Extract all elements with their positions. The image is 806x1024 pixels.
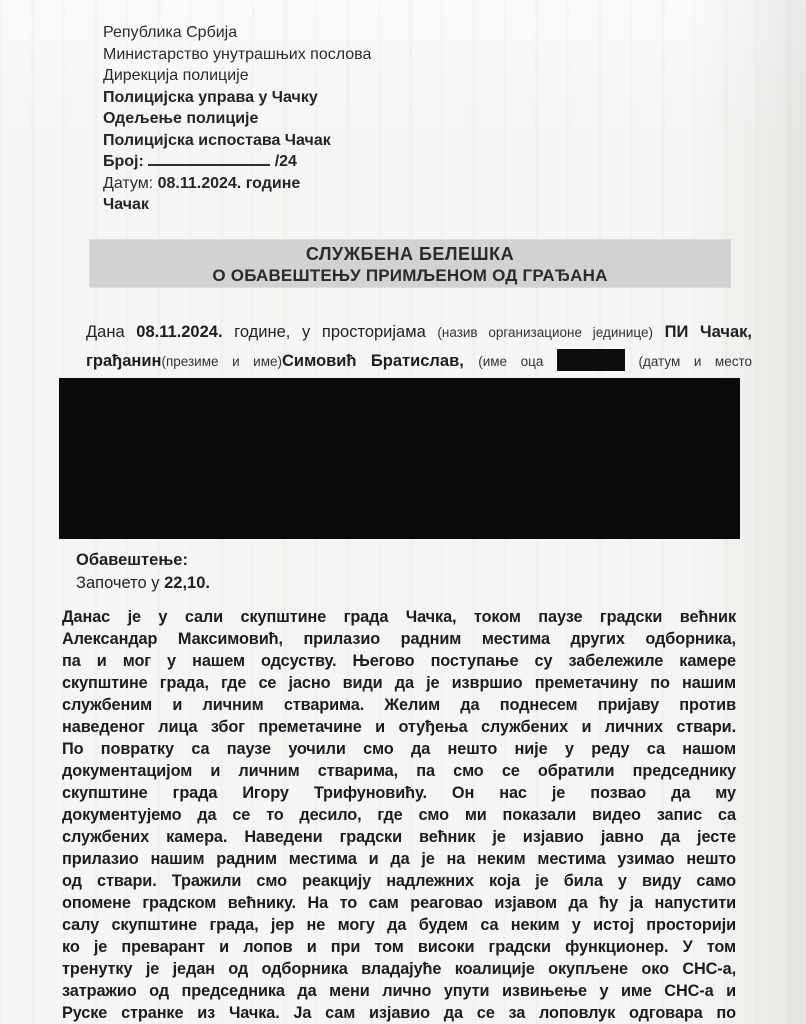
statement-line: документујемо да се то десило, где смо ми показали видео запис са [62, 806, 736, 824]
statement-line: опомене градском већнику. На то сам реаговао изјавом да ћу ја напустити [62, 894, 736, 912]
statement-paragraph [62, 606, 736, 1024]
text-segment: (датум и место [624, 354, 753, 369]
statement-line: тренутку је један од одборника владајуће коалиције окупљене око СНС-а, [62, 960, 736, 978]
notice-line [76, 549, 210, 572]
letterhead-line [103, 130, 371, 152]
statement-line: службених камера. Наведени градски већник је изјавио јавно да јесте [62, 828, 736, 846]
intro-paragraph [86, 318, 752, 376]
letterhead [103, 22, 371, 216]
statement-line: па и мог у нашем одсуству. Његово поступање су забележиле камере [62, 652, 736, 670]
statement-line: ко је преварант и лопов и при том високи градски функционер. У том [62, 938, 736, 956]
text-segment [653, 323, 665, 341]
letterhead-line [103, 151, 371, 173]
statement-line: службеним и личним стварима. Желим да поднесем пријаву против [62, 696, 736, 714]
letterhead-line [103, 65, 371, 87]
statement-line: Александар Максимовић, прилазио радним местима других одборника, [62, 630, 736, 648]
letterhead-line [103, 173, 371, 195]
text-segment: Број: [103, 153, 149, 170]
text-segment: 08.11.2024. године [157, 174, 301, 192]
text-segment: Република Србија [103, 24, 238, 41]
letterhead-line [103, 194, 371, 216]
text-segment: Датум: [103, 174, 158, 192]
notice-section [76, 549, 210, 595]
letterhead-line [103, 87, 371, 109]
text-segment: 22,10. [164, 574, 210, 592]
intro-line [86, 318, 752, 347]
text-segment: Обавештење: [76, 551, 188, 569]
text-segment: Полицијска управа у Чачку [103, 88, 318, 106]
document-title: СЛУЖБЕНА БЕЛЕШКА [305, 244, 515, 264]
title-band [90, 240, 730, 287]
statement-line: Руске странке из Чачка. Ја сам изјавио да се за лоповлук одговара по [62, 1004, 736, 1022]
text-segment: Дана [86, 323, 137, 341]
text-segment: (презиме и име) [161, 354, 283, 369]
text-segment: грађанин [86, 352, 162, 370]
notice-line [76, 572, 210, 595]
letterhead-line [103, 22, 371, 44]
text-segment: Полицијска испостава Чачак [103, 131, 331, 149]
statement-line: По повратку са паузе уочили смо да нешто није у реду са нашом [62, 740, 736, 758]
intro-line [86, 347, 752, 376]
statement-line: Данас је у сали скупштине града Чачка, током паузе градски већник [62, 608, 736, 626]
statement-line: салу скупштине града, јер не могу да будем са неким у истој просторији [62, 916, 736, 934]
text-segment: 08.11.2024. [136, 323, 223, 341]
statement-line: од ствари. Тражили смо реакцију надлежних која је била у виду само [62, 872, 736, 890]
text-segment: Симовић Братислав, [282, 352, 479, 370]
statement-line: скупштине града, где се јасно види да је извршио преметачину по нашим [62, 674, 736, 692]
text-segment: ПИ Чачак, [664, 323, 752, 341]
text-segment: Започето у [76, 574, 165, 592]
text-segment: Чачак [103, 196, 149, 213]
redaction-block [59, 378, 740, 539]
text-segment: Дирекција полиције [103, 67, 249, 84]
statement-line: документацијом и личним стварима, па смо се обратили председнику [62, 762, 736, 780]
text-segment: (назив организационе јединице) [437, 325, 654, 340]
statement-line: скупштине града Игору Трифуновићу. Он нас је позвао да му [62, 784, 736, 802]
letterhead-line [103, 108, 371, 130]
text-segment: /24 [270, 153, 297, 170]
blank-underline [148, 151, 270, 166]
statement-line: прилазио нашим радним местима и да је на неким местима узимао нешто [62, 850, 736, 868]
redaction-box-inline [557, 349, 625, 371]
text-segment: (име оца [478, 354, 557, 369]
letterhead-line [103, 44, 371, 66]
text-segment: године, у просторијама [222, 323, 438, 341]
text-segment: Одељење полиције [103, 110, 259, 127]
statement-line: наведеног лица због преметачине и отуђења службених и личних ствари. [62, 718, 736, 736]
statement-line: затражио од председника да мени лично упути извињење у име СНС-а и [62, 982, 736, 1000]
document-subtitle: О ОБАВЕШТЕЊУ ПРИМЉЕНОМ ОД ГРАЂАНА [212, 266, 608, 285]
text-segment: Министарство унутрашњих послова [103, 45, 372, 63]
